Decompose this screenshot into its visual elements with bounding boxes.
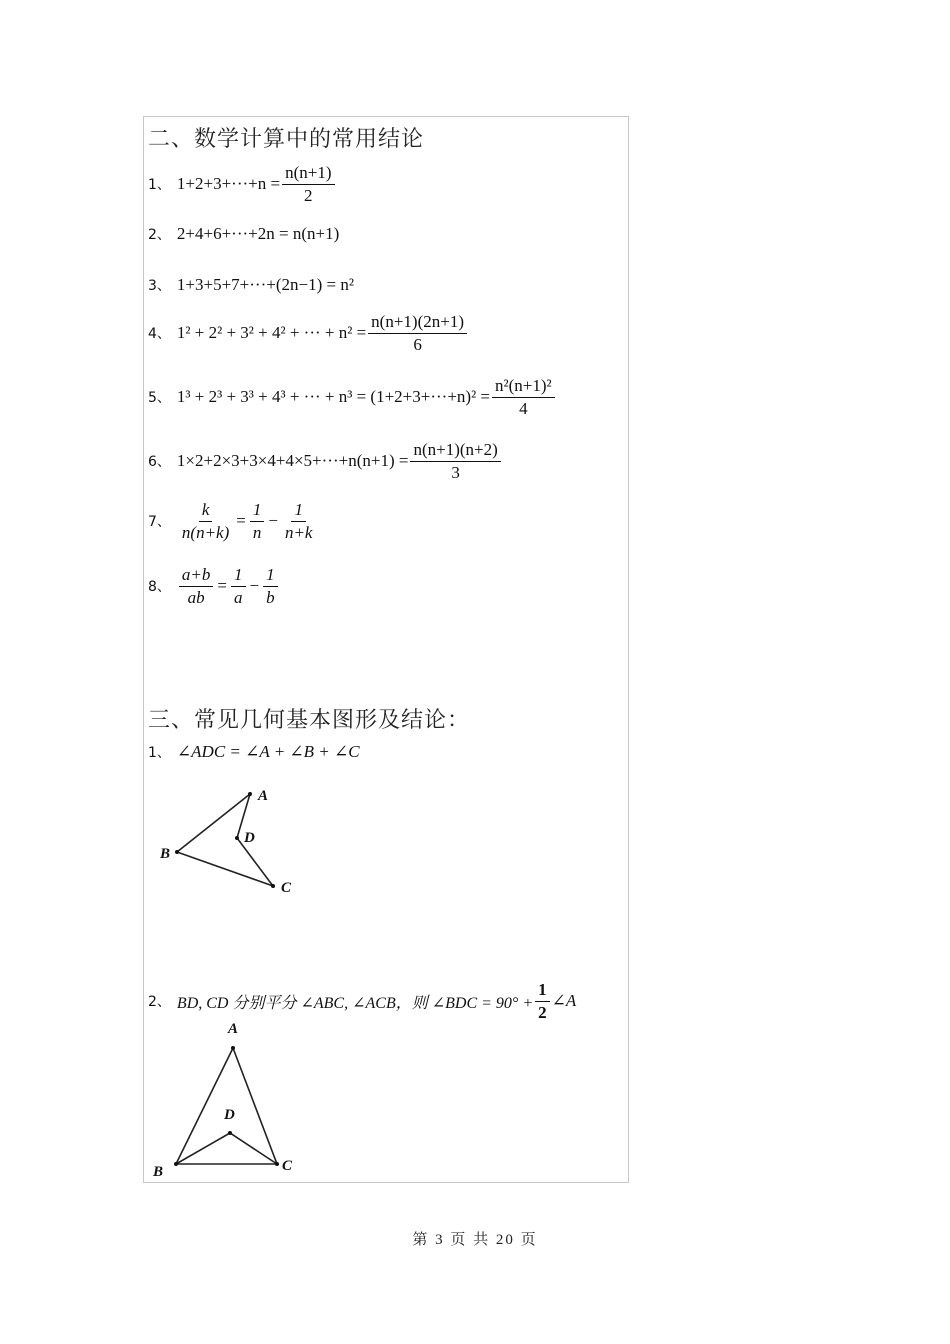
formula-lhs: 1+2+3+···+n = (176, 174, 281, 194)
denominator: 6 (413, 334, 422, 354)
page-footer: 第 3 页 共 20 页 (412, 1232, 538, 1248)
item-number: 2、 (148, 994, 171, 1011)
fraction-left (179, 565, 213, 607)
denominator: ab (187, 587, 205, 607)
item-number: 7、 (148, 514, 171, 531)
fraction-left (179, 500, 232, 542)
equals-sign: = (236, 511, 246, 531)
numerator: a+b (179, 565, 213, 587)
fraction-right (263, 565, 278, 607)
formula-tail: ∠A (551, 991, 577, 1011)
denominator: b (266, 587, 275, 607)
fraction (282, 163, 334, 205)
item-number: 8、 (148, 579, 171, 596)
numerator: n(n+1)(2n+1) (368, 312, 467, 334)
denominator: n+k (284, 522, 313, 542)
item-number: 5、 (148, 390, 171, 407)
denominator: 2 (538, 1002, 547, 1022)
formula-expression: 2+4+6+···+2n = n(n+1) (176, 224, 340, 243)
formula-7 (148, 500, 317, 542)
denominator: 2 (304, 185, 313, 205)
item-number: 1、 (148, 177, 171, 194)
denominator: n(n+k) (181, 522, 230, 542)
label-d: D (224, 1107, 235, 1123)
label-c: C (281, 880, 292, 896)
numerator: n(n+1)(n+2) (410, 440, 500, 462)
minus-sign: − (268, 511, 278, 531)
numerator: k (199, 500, 213, 522)
denominator: n (252, 522, 262, 542)
formula-2 (148, 224, 339, 244)
denominator: a (234, 587, 243, 607)
fraction (535, 980, 550, 1022)
numerator: n²(n+1)² (492, 376, 555, 398)
section-2-heading: 二、数学计算中的常用结论 (148, 127, 425, 152)
formula-lhs: 1×2+2×3+3×4+4×5+···+n(n+1) = (176, 451, 409, 471)
numerator: 1 (231, 565, 246, 587)
label-b: B (160, 846, 171, 862)
formula-8 (148, 565, 280, 607)
figure-outline (177, 794, 273, 886)
figure-concave-quadrilateral (150, 780, 310, 900)
fraction (492, 376, 555, 418)
figure-triangle-bisectors (148, 1018, 318, 1183)
formula-5 (148, 376, 557, 418)
formula-1 (148, 163, 337, 205)
label-a: A (258, 788, 269, 804)
equals-sign: = (217, 576, 227, 596)
label-c: C (282, 1158, 293, 1174)
denominator: 4 (519, 398, 528, 418)
minus-sign: − (249, 576, 260, 596)
item-number: 6、 (148, 454, 171, 471)
formula-lhs: 1² + 2² + 3² + 4² + ··· + n² = (176, 323, 367, 343)
geometry-formula-2 (148, 980, 576, 1022)
formula-expression: 1+3+5+7+···+(2n−1) = n² (176, 275, 354, 294)
fraction (410, 440, 500, 482)
fraction (368, 312, 467, 354)
numerator: 1 (250, 500, 265, 522)
numerator: 1 (263, 565, 278, 587)
item-number: 3、 (148, 278, 171, 294)
bisector-lines (176, 1133, 277, 1164)
item-number: 2、 (148, 227, 171, 243)
section-3-heading: 三、常见几何基本图形及结论： (148, 708, 471, 733)
label-b: B (153, 1164, 164, 1180)
formula-expression: ∠ADC = ∠A + ∠B + ∠C (176, 742, 360, 761)
formula-3 (148, 275, 354, 295)
label-d: D (244, 830, 255, 846)
fraction-middle (231, 565, 246, 607)
formula-expression: BD, CD 分别平分 ∠ABC, ∠ACB，则 ∠BDC = 90° + (176, 994, 534, 1012)
item-number: 4、 (148, 326, 171, 343)
denominator: 3 (451, 462, 460, 482)
numerator: 1 (291, 500, 306, 522)
formula-lhs: 1³ + 2³ + 3³ + 4³ + ··· + n³ = (1+2+3+···+n)² = (176, 387, 491, 407)
fraction-right (282, 500, 316, 542)
formula-4 (148, 312, 469, 354)
numerator: n(n+1) (282, 163, 334, 185)
label-a: A (228, 1021, 239, 1037)
triangle-outline (176, 1048, 277, 1164)
item-number: 1、 (148, 745, 171, 761)
fraction-middle (250, 500, 265, 542)
numerator: 1 (535, 980, 550, 1002)
geometry-formula-1 (148, 742, 360, 762)
formula-6 (148, 440, 503, 482)
